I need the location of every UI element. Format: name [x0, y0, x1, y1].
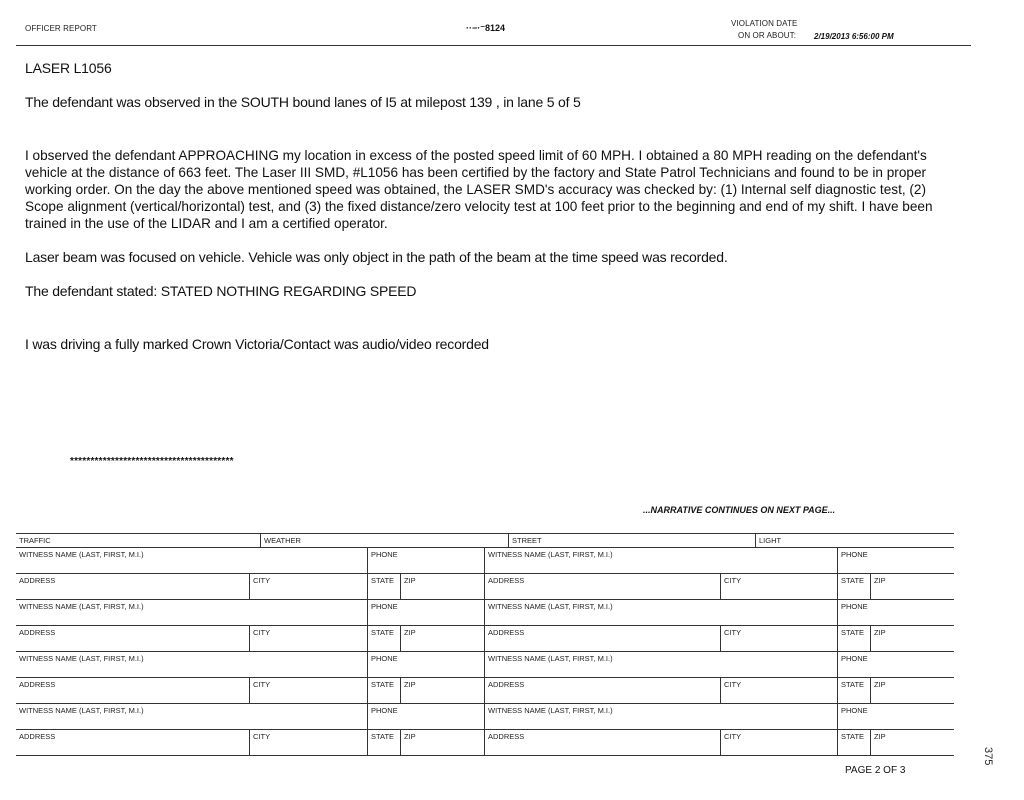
- witness-name-label: WITNESS NAME (LAST, FIRST, M.I.): [19, 550, 144, 559]
- witness-zip-field[interactable]: [870, 730, 954, 755]
- witness-state-field[interactable]: [367, 626, 400, 651]
- witness-state-field[interactable]: [837, 730, 870, 755]
- witness-city-field[interactable]: [720, 730, 837, 755]
- witness-zip-field[interactable]: [870, 574, 954, 599]
- witness-city-label: CITY: [253, 576, 271, 585]
- bates-number: 375: [982, 747, 994, 766]
- conditions-row: [16, 533, 954, 547]
- witness-address-label: ADDRESS: [488, 576, 525, 585]
- defendant-statement: The defendant stated: STATED NOTHING REGARDING SPEED: [25, 283, 417, 299]
- witness-name-label: WITNESS NAME (LAST, FIRST, M.I.): [19, 706, 144, 715]
- witness-phone-field[interactable]: [837, 600, 954, 625]
- witness-zip-label: ZIP: [404, 628, 416, 637]
- witness-city-label: CITY: [253, 732, 271, 741]
- witness-city-label: CITY: [724, 628, 742, 637]
- witness-city-label: CITY: [253, 628, 271, 637]
- witness-name-field[interactable]: [16, 704, 367, 729]
- witness-zip-label: ZIP: [874, 576, 886, 585]
- witness-name-row: [16, 703, 954, 729]
- witness-city-label: CITY: [724, 732, 742, 741]
- witness-address-label: ADDRESS: [19, 576, 56, 585]
- traffic-field[interactable]: [16, 534, 260, 547]
- witness-city-field[interactable]: [249, 574, 367, 599]
- witness-phone-field[interactable]: [367, 600, 484, 625]
- witness-name-row: [16, 599, 954, 625]
- narrative-continues-note: ...NARRATIVE CONTINUES ON NEXT PAGE...: [643, 505, 836, 515]
- witness-address-field[interactable]: [484, 730, 720, 755]
- witness-zip-field[interactable]: [400, 678, 484, 703]
- witness-address-row: [16, 573, 954, 599]
- witness-city-field[interactable]: [249, 678, 367, 703]
- witness-zip-field[interactable]: [400, 626, 484, 651]
- witness-phone-field[interactable]: [837, 652, 954, 677]
- witness-form: [16, 533, 954, 756]
- violation-datetime: 2/19/2013 6:56:00 PM: [814, 32, 894, 41]
- witness-state-label: STATE: [371, 732, 395, 741]
- witness-address-field[interactable]: [484, 574, 720, 599]
- violation-date-label: VIOLATION DATE: [731, 19, 798, 28]
- witness-city-field[interactable]: [720, 678, 837, 703]
- witness-name-row: [16, 547, 954, 573]
- case-number: ··−·⁻8124: [466, 23, 506, 33]
- narrative-separator: ****************************************: [70, 456, 234, 467]
- witness-name-field[interactable]: [484, 548, 837, 573]
- witness-phone-label: PHONE: [371, 654, 398, 663]
- witness-name-label: WITNESS NAME (LAST, FIRST, M.I.): [488, 550, 613, 559]
- beam-statement: Laser beam was focused on vehicle. Vehicle was only object in the path of the beam at the time speed was recorded.: [25, 249, 728, 265]
- witness-city-field[interactable]: [249, 730, 367, 755]
- witness-phone-field[interactable]: [367, 652, 484, 677]
- witness-zip-field[interactable]: [870, 626, 954, 651]
- witness-address-row: [16, 729, 954, 756]
- witness-address-row: [16, 625, 954, 651]
- witness-name-row: [16, 651, 954, 677]
- witness-phone-field[interactable]: [837, 704, 954, 729]
- witness-address-row: [16, 677, 954, 703]
- witness-phone-field[interactable]: [367, 704, 484, 729]
- witness-state-label: STATE: [841, 732, 865, 741]
- witness-zip-label: ZIP: [404, 576, 416, 585]
- witness-state-field[interactable]: [837, 574, 870, 599]
- witness-state-label: STATE: [841, 628, 865, 637]
- witness-address-label: ADDRESS: [488, 732, 525, 741]
- report-type-label: OFFICER REPORT: [25, 24, 97, 33]
- witness-address-field[interactable]: [16, 574, 249, 599]
- witness-zip-label: ZIP: [404, 680, 416, 689]
- witness-city-field[interactable]: [720, 574, 837, 599]
- observation-paragraph: I observed the defendant APPROACHING my location in excess of the posted speed limit of 60 MPH. I obtained a 80 MPH reading on the defendant's vehicle at the distance of 663 feet. The Laser III SMD, #L1056 has been certified by the factory and State Patrol Technicians and found to be in proper working order. On the day the above mentioned speed was obtained, the LASER SMD's accuracy was checked by: (1) Internal self diagnostic test, (2) Scope alignment (vertical/horizontal) test, and (3) the fixed distance/zero velocity test at 100 feet prior to the beginning and end of my shift. I have been trained in the use of the LIDAR and I am a certified operator.: [25, 148, 933, 231]
- witness-name-field[interactable]: [484, 652, 837, 677]
- witness-address-field[interactable]: [16, 678, 249, 703]
- witness-name-field[interactable]: [484, 600, 837, 625]
- witness-state-label: STATE: [371, 576, 395, 585]
- weather-label: WEATHER: [264, 536, 301, 545]
- witness-zip-label: ZIP: [404, 732, 416, 741]
- witness-phone-label: PHONE: [371, 550, 398, 559]
- witness-state-field[interactable]: [367, 574, 400, 599]
- witness-city-field[interactable]: [720, 626, 837, 651]
- witness-name-label: WITNESS NAME (LAST, FIRST, M.I.): [19, 602, 144, 611]
- page-number: PAGE 2 OF 3: [845, 765, 906, 776]
- witness-state-field[interactable]: [367, 678, 400, 703]
- witness-address-label: ADDRESS: [488, 628, 525, 637]
- witness-phone-label: PHONE: [841, 706, 868, 715]
- witness-city-label: CITY: [253, 680, 271, 689]
- witness-phone-label: PHONE: [841, 550, 868, 559]
- witness-city-label: CITY: [724, 576, 742, 585]
- witness-city-field[interactable]: [249, 626, 367, 651]
- witness-state-label: STATE: [841, 576, 865, 585]
- light-field[interactable]: [755, 534, 954, 547]
- witness-state-field[interactable]: [837, 626, 870, 651]
- witness-zip-field[interactable]: [400, 574, 484, 599]
- witness-phone-label: PHONE: [371, 602, 398, 611]
- weather-field[interactable]: [260, 534, 508, 547]
- street-field[interactable]: [508, 534, 755, 547]
- header-divider: [16, 45, 971, 46]
- witness-name-label: WITNESS NAME (LAST, FIRST, M.I.): [488, 602, 613, 611]
- witness-phone-field[interactable]: [837, 548, 954, 573]
- witness-name-field[interactable]: [16, 652, 367, 677]
- vehicle-statement: I was driving a fully marked Crown Victoria/Contact was audio/video recorded: [25, 336, 489, 352]
- witness-state-field[interactable]: [367, 730, 400, 755]
- witness-state-label: STATE: [841, 680, 865, 689]
- witness-state-label: STATE: [371, 628, 395, 637]
- on-or-about-label: ON OR ABOUT:: [738, 31, 797, 40]
- witness-zip-field[interactable]: [870, 678, 954, 703]
- location-sentence: The defendant was observed in the SOUTH bound lanes of I5 at milepost 139 , in lane 5 of 5: [25, 94, 581, 110]
- witness-address-field[interactable]: [16, 730, 249, 755]
- witness-address-field[interactable]: [484, 626, 720, 651]
- device-id: LASER L1056: [25, 60, 112, 76]
- witness-address-label: ADDRESS: [488, 680, 525, 689]
- traffic-label: TRAFFIC: [19, 536, 51, 545]
- witness-name-field[interactable]: [484, 704, 837, 729]
- witness-city-label: CITY: [724, 680, 742, 689]
- witness-name-field[interactable]: [16, 548, 367, 573]
- witness-zip-label: ZIP: [874, 732, 886, 741]
- witness-address-field[interactable]: [484, 678, 720, 703]
- witness-name-label: WITNESS NAME (LAST, FIRST, M.I.): [488, 654, 613, 663]
- witness-name-field[interactable]: [16, 600, 367, 625]
- witness-address-label: ADDRESS: [19, 628, 56, 637]
- street-label: STREET: [512, 536, 542, 545]
- witness-phone-label: PHONE: [371, 706, 398, 715]
- witness-address-field[interactable]: [16, 626, 249, 651]
- witness-name-label: WITNESS NAME (LAST, FIRST, M.I.): [488, 706, 613, 715]
- witness-state-field[interactable]: [837, 678, 870, 703]
- witness-address-label: ADDRESS: [19, 732, 56, 741]
- witness-phone-field[interactable]: [367, 548, 484, 573]
- witness-zip-label: ZIP: [874, 680, 886, 689]
- witness-zip-field[interactable]: [400, 730, 484, 755]
- witness-state-label: STATE: [371, 680, 395, 689]
- witness-zip-label: ZIP: [874, 628, 886, 637]
- light-label: LIGHT: [759, 536, 782, 545]
- witness-phone-label: PHONE: [841, 654, 868, 663]
- witness-address-label: ADDRESS: [19, 680, 56, 689]
- witness-name-label: WITNESS NAME (LAST, FIRST, M.I.): [19, 654, 144, 663]
- witness-phone-label: PHONE: [841, 602, 868, 611]
